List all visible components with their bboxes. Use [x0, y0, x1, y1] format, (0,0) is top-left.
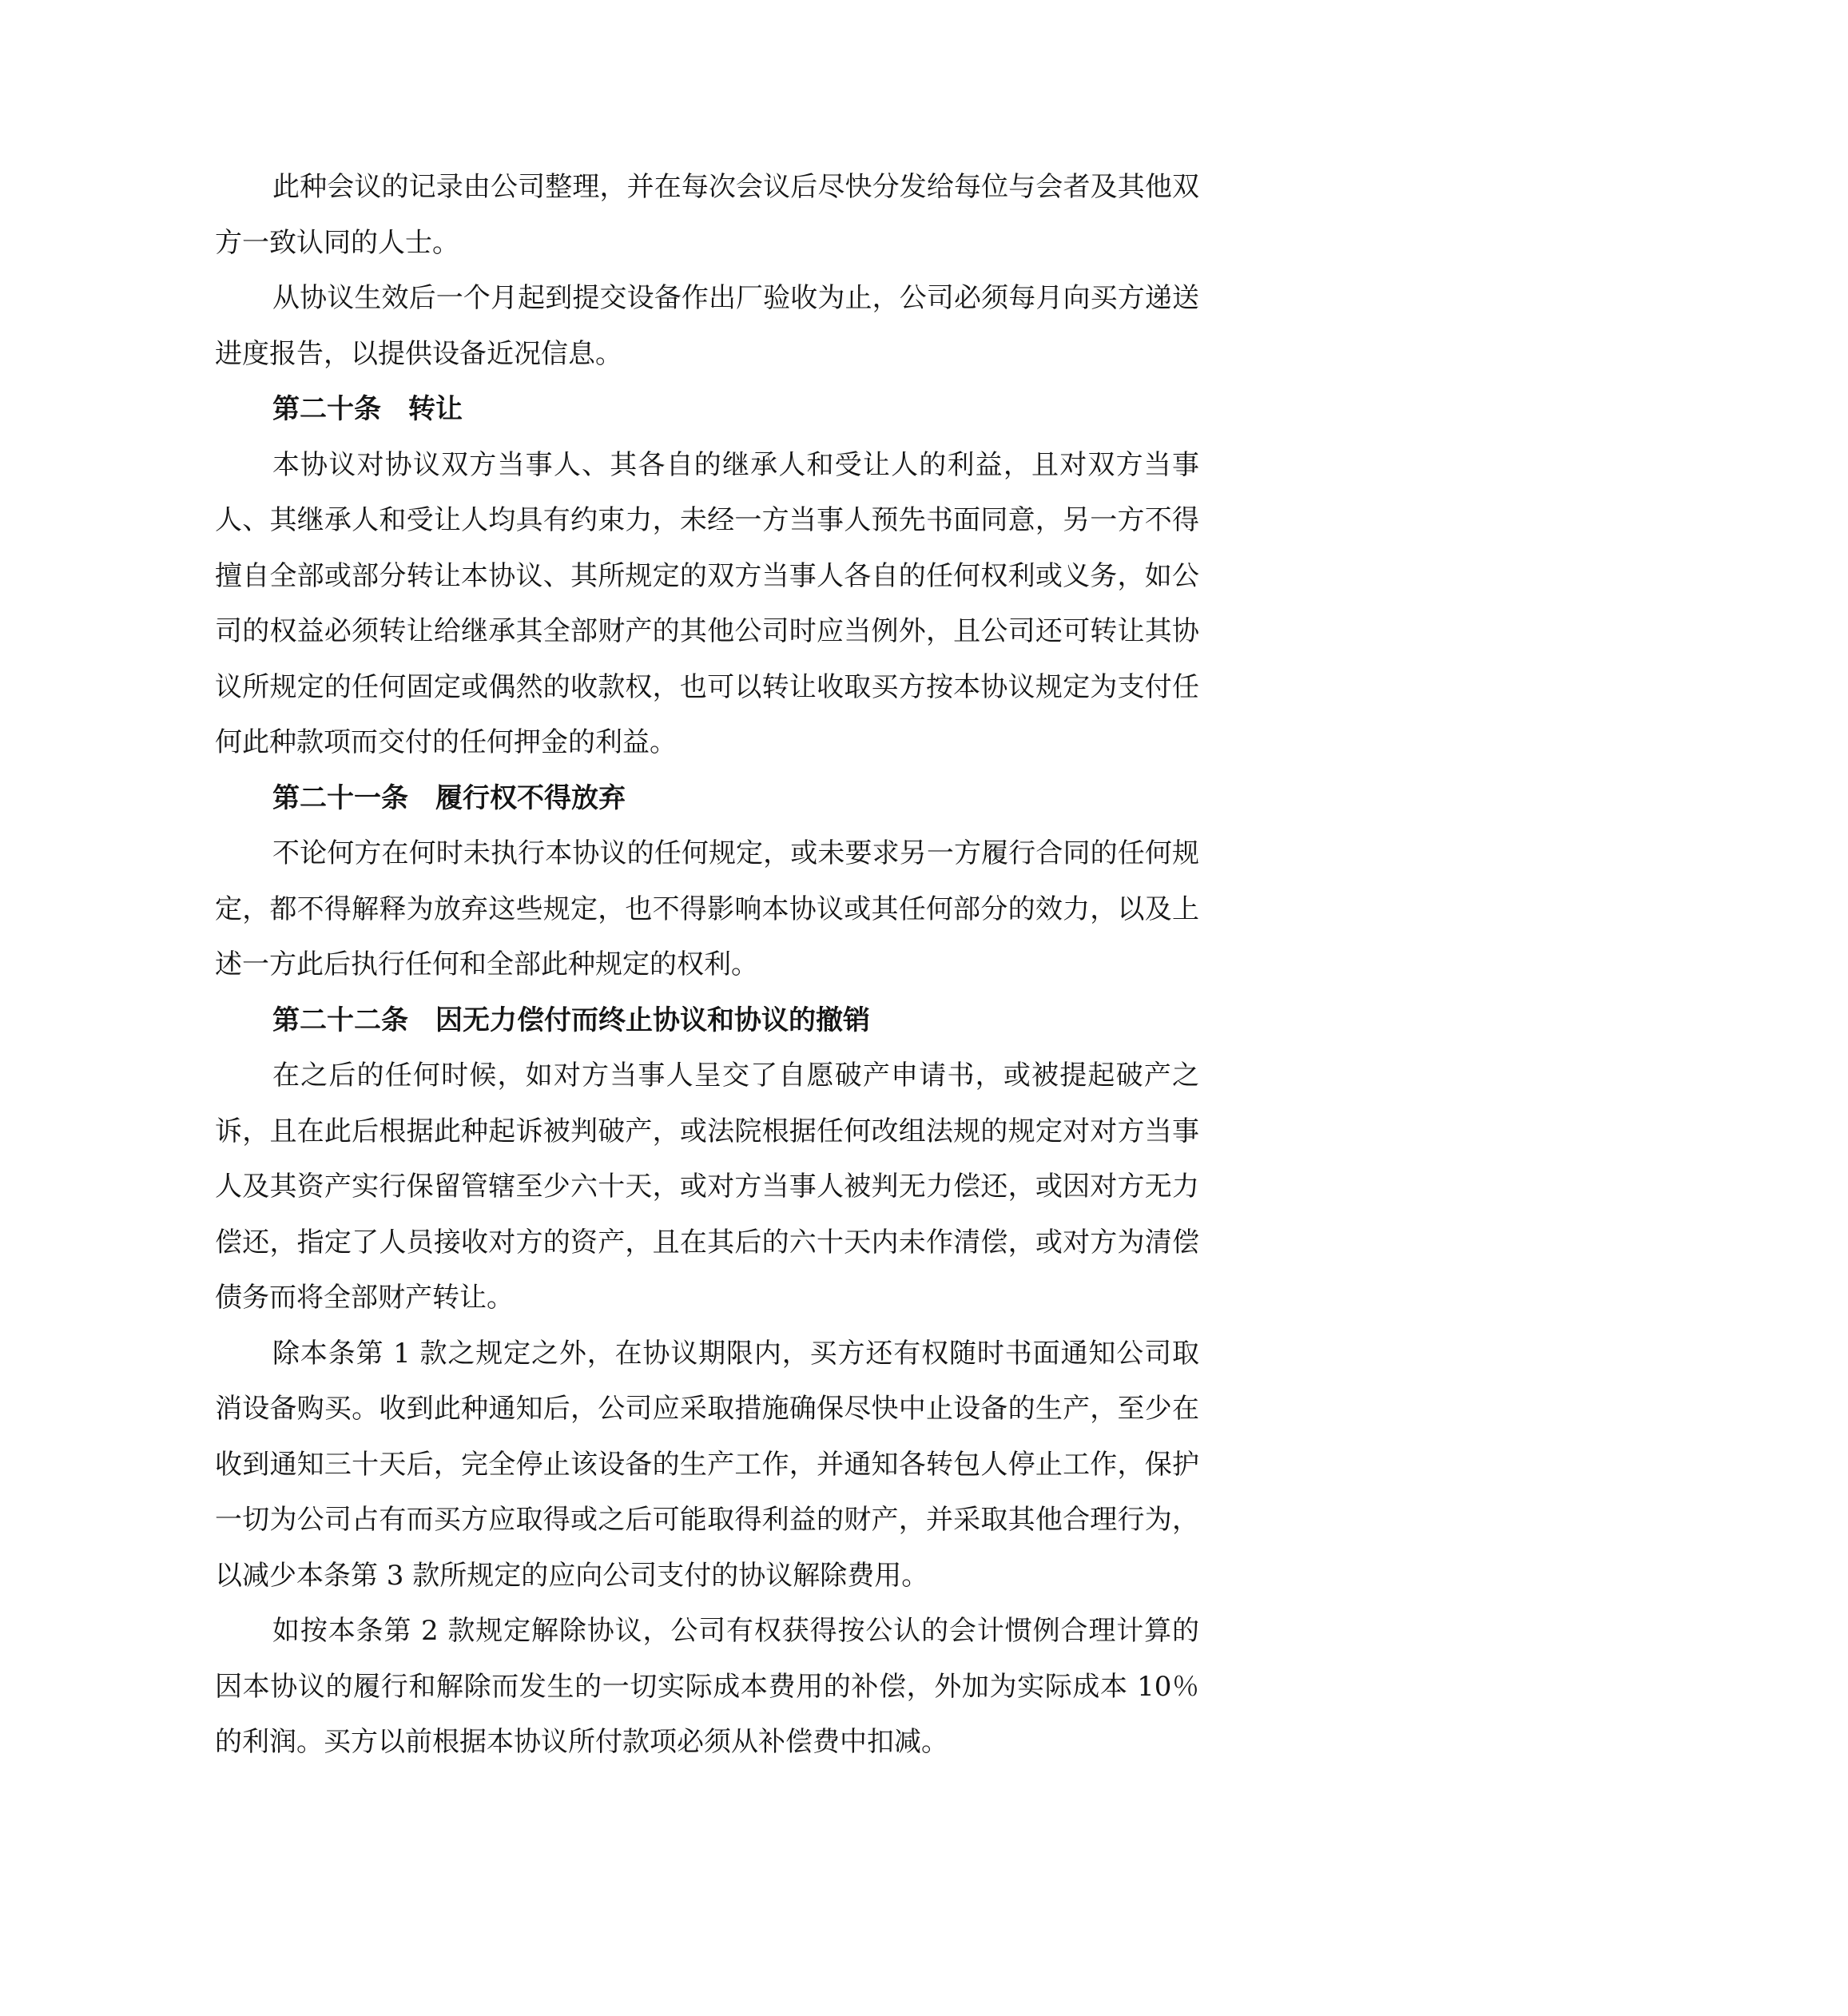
paragraph-assignment: 本协议对协议双方当事人、其各自的继承人和受让人的利益，且对双方当事人、其继承人和受让人均具有约束力，未经一方当事人预先书面同意，另一方不得擅自全部或部分转让本协议、其所规定的双方当事人各自的任何权利或义务，如公司的权益必须转让给继承其全部财产的其他公司时应当例外，且公司还可转让其协议所规定的任何固定或偶然的收款权，也可以转让收取买方按本协议规定为支付任何此种款项而交付的任何押金的利益。	[215, 448, 1199, 758]
paragraph-no-waiver: 不论何方在何时未执行本协议的任何规定，或未要求另一方履行合同的任何规定，都不得解释为放弃这些规定，也不得影响本协议或其任何部分的效力，以及上述一方此后执行任何和全部此种规定的权利。	[215, 837, 1199, 980]
article-20-heading: 第二十条 转让	[272, 393, 463, 425]
paragraph-meeting-records: 此种会议的记录由公司整理，并在每次会议后尽快分发给每位与会者及其他双方一致认同的人士。	[215, 171, 1199, 259]
paragraph-cancellation: 除本条第 1 款之规定之外，在协议期限内，买方还有权随时书面通知公司取消设备购买。收到此种通知后，公司应采取措施确保尽快中止设备的生产，至少在收到通知三十天后，完全停止该设备的生产工作，并通知各转包人停止工作，保护一切为公司占有而买方应取得或之后可能取得利益的财产，并采取其他合理行为，以减少本条第 3 款所规定的应向公司支付的协议解除费用。	[215, 1337, 1199, 1592]
article-21-heading: 第二十一条 履行权不得放弃	[272, 781, 626, 814]
document-page	[215, 160, 1199, 1771]
paragraph-progress-report: 从协议生效后一个月起到提交设备作出厂验收为止，公司必须每月向买方递送进度报告，以提供设备近况信息。	[215, 282, 1199, 370]
article-22-heading: 第二十二条 因无力偿付而终止协议和协议的撤销	[272, 1004, 870, 1036]
paragraph-compensation: 如按本条第 2 款规定解除协议，公司有权获得按公认的会计惯例合理计算的因本协议的履行和解除而发生的一切实际成本费用的补偿，外加为实际成本 10％的利润。买方以前根据本协议所付款项必须从补偿费中扣减。	[215, 1615, 1199, 1758]
paragraph-insolvency: 在之后的任何时候，如对方当事人呈交了自愿破产申请书，或被提起破产之诉，且在此后根据此种起诉被判破产，或法院根据任何改组法规的规定对对方当事人及其资产实行保留管辖至少六十天，或对方当事人被判无力偿还，或因对方无力偿还，指定了人员接收对方的资产，且在其后的六十天内未作清偿，或对方为清偿债务而将全部财产转让。	[215, 1060, 1199, 1314]
